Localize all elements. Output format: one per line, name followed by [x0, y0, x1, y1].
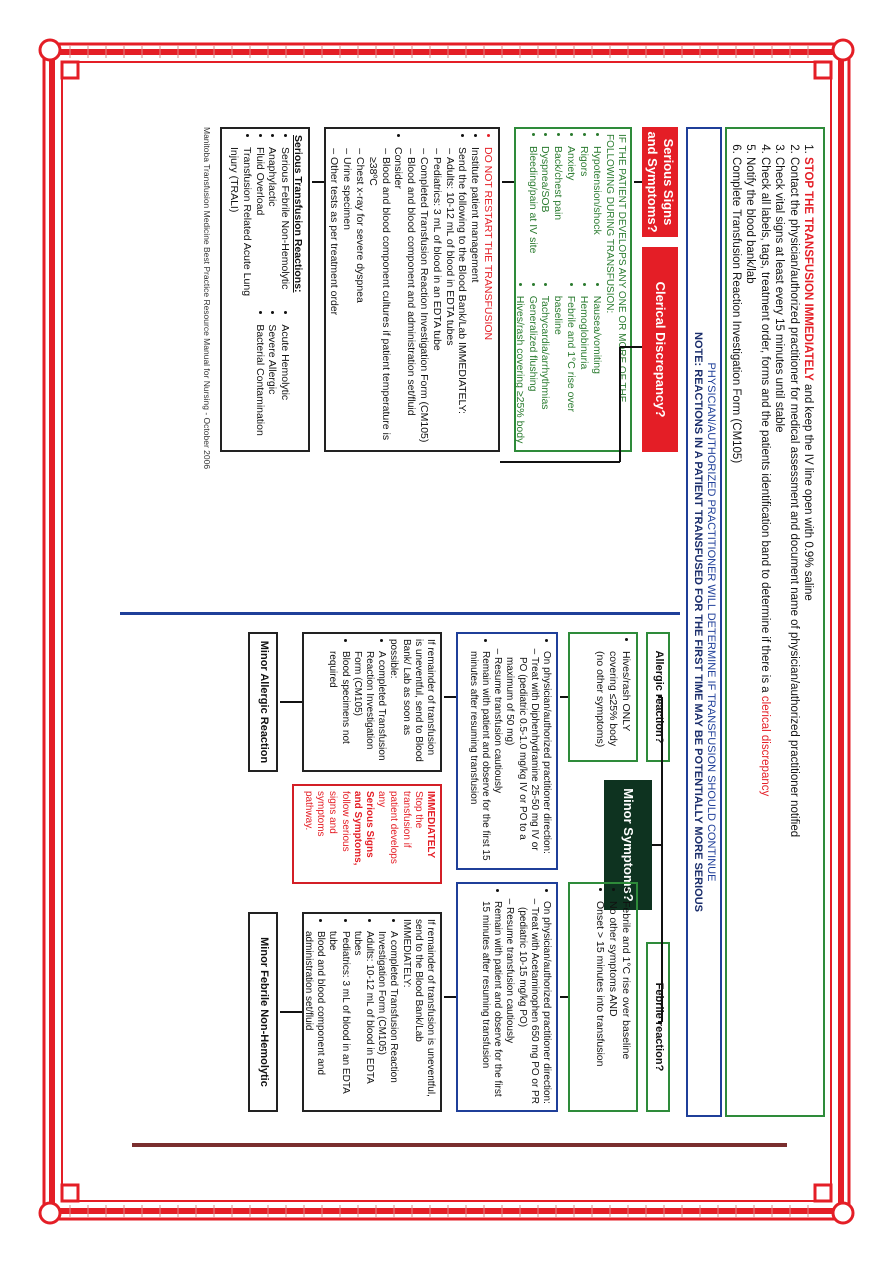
- reactions-title: Serious Transfusion Reactions:: [292, 135, 304, 293]
- step-1: 1. STOP THE TRANSFUSION IMMEDIATELY and keep the IV line open with 0.9% saline: [801, 157, 815, 1107]
- allergic-reaction-label: Allergic reaction?: [646, 632, 670, 762]
- allergic-direction-box: • On physician/authorized practitioner direction: – Treat with Diphenhydramine 25-50 mg IV or PO (pediatric 0.5-1.0 mg/kg IV or PO to a maximum of 50 mg) – Resume transfusion cautiously • Remain with patient and observe for the first 15 minutes after resuming transfusion: [456, 632, 558, 870]
- step-3: 3. Check vital signs at least every 15 minutes until stable: [772, 157, 786, 1107]
- step-6: 6. Complete Transfusion Reaction Investigation Form (CM105): [729, 157, 743, 1107]
- actions-list: • DO NOT RESTART THE TRANSFUSION • Institute patient management • Send the following to the Blood Bank/Lab IMMEDIATELY:: [456, 147, 494, 444]
- febrile-criteria-box: • Febrile and 1°C rise over baseline • No other symptoms AND • Onset > 15 minutes into transfusion: [568, 882, 638, 1112]
- note-line-2: NOTE: REACTIONS IN A PATIENT TRANSFUSED FOR THE FIRST TIME MAY BE POTENTIALLY MORE SERIOUS: [691, 332, 704, 912]
- clerical-discrepancy-label: Clerical Discrepancy?: [642, 247, 678, 452]
- serious-actions-box: • DO NOT RESTART THE TRANSFUSION • Institute patient management • Send the following to the Blood Bank/Lab IMMEDIATELY: – Adults: 10-12 mL of blood in EDTA tubes – Pediatrics: 3 mL of blood in an EDTA tube – Completed Transfusion Reaction Investigation Form (CM105) – Blood and blood component and administration set/fluid • Consider – Blood and blood component cultures if patient temperature is ≥38ºC – Chest x-ray for severe dyspnea – Urine specimen – Other tests as per treatment order: [324, 127, 500, 452]
- allergic-criteria-box: • Hives/rash ONLY covering ≤25% body (no other symptoms): [568, 632, 638, 762]
- minor-febrile-result: Minor Febrile Non-Hemolytic: [248, 912, 278, 1112]
- note-line-1: PHYSICIAN/AUTHORIZED PRACTITIONER WILL DETERMINE IF TRANSFUSION SHOULD CONTINUE: [705, 362, 717, 882]
- serious-intro: IF THE PATIENT DEVELOPS ANY ONE OR MORE OF THE FOLLOWING DURING TRANSFUSION:: [603, 134, 627, 403]
- serious-reactions-box: Serious Transfusion Reactions: • Serious Febrile Non-Hemolytic • Anaphylactic • Fluid Overload • Transfusion Related Acute Lung Injury (TRALI) • Acute Hemolytic • Severe Allergic • Bacterial Contamination: [220, 127, 310, 452]
- flowchart-page: [110, 122, 830, 1122]
- bottom-rule: [132, 1143, 787, 1147]
- immediately-box: IMMEDIATELY Stop the transfusion if patient develops any Serious Signs and Symptoms, follow serious signs and symptoms pathway.: [292, 784, 442, 884]
- febrile-send-box: If remainder of transfusion is uneventful, send to the Blood Bank/Lab IMMEDIATELY: • A completed Transfusion Reaction Investigation Form (CM105) • Adults: 10-12 mL of blood in EDTA tubes • Pediatrics: 3 mL of blood in an EDTA tube • Blood and blood component and administration set/fluid: [302, 912, 442, 1112]
- allergic-send-box: If remainder of transfusion is uneventful, send to Blood Bank/ Lab as soon as possible: • A completed Transfusion Reaction Investigation Form (CM105) • Blood specimens not required: [302, 632, 442, 772]
- serious-signs-label: Serious Signs and Symptoms?: [642, 127, 678, 237]
- febrile-reaction-label: Febrile reaction?: [646, 942, 670, 1112]
- febrile-direction-box: • On physician/authorized practitioner direction: – Treat with Acetaminophen 650 mg PO or PR (pediatric 10-15 mg/kg PO) – Resume transfusion cautiously • Remain with patient and observe for the first 15 minutes after resuming transfusion: [456, 882, 558, 1112]
- do-not-restart: • DO NOT RESTART THE TRANSFUSION: [481, 147, 494, 444]
- minor-symptoms-label: Minor Symptoms?: [604, 780, 652, 910]
- serious-col2: • Nausea/vomiting • Hemoglobinuria • Febrile and 1°C rise over baseline • Tachycardia/arrhythmias • Generalized flushing • Hives/rash covering ≥25% body: [513, 296, 603, 445]
- footer-source: Manitoba Transfusion Medicine Best Practice Resource Manual for Nursing - October 2006: [202, 127, 212, 470]
- serious-col1: • Hypotension/shock • Rigors • Anxiety • Back/chest pain • Dyspnea/SOB • Bleeding/pain at IV site: [513, 146, 603, 284]
- flow-connectors: [110, 122, 830, 1122]
- minor-allergic-result: Minor Allergic Reaction: [248, 632, 278, 772]
- step-4: 4. Check all labels, tags, treatment order, forms and the patients identification band to determine if there is a clerical discrepancy: [758, 157, 772, 1107]
- step-2: 2. Contact the physician/authorized practitioner for medical assessment and document name of physician/authorized practitioner notified: [786, 157, 800, 1107]
- step-5: 5. Notify the blood bank/lab: [743, 157, 757, 1107]
